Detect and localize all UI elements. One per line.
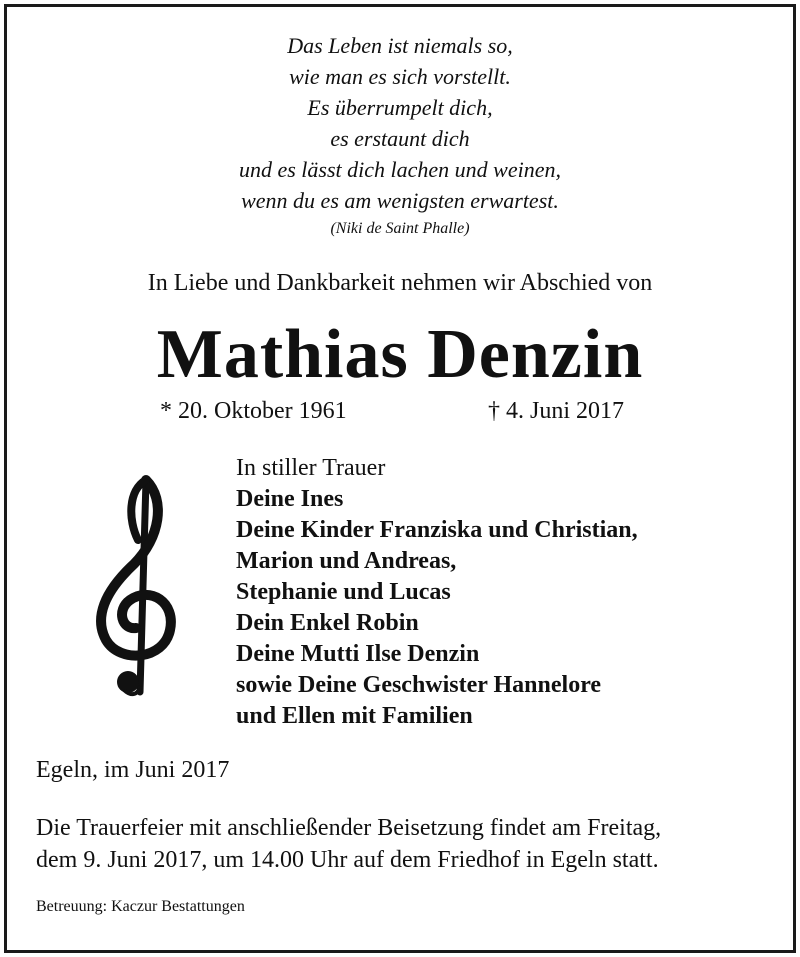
mourner-line: Stephanie und Lucas <box>236 579 451 605</box>
birth-date: * 20. Oktober 1961 <box>160 398 347 424</box>
mourner-line: Dein Enkel Robin <box>236 610 419 636</box>
quote <box>0 30 800 216</box>
deceased-name: Mathias Denzin <box>156 316 644 393</box>
intro-text: In Liebe und Dankbarkeit nehmen wir Abschied von <box>147 270 653 296</box>
service-info <box>36 812 661 876</box>
quote-source: (Niki de Saint Phalle) <box>330 220 470 237</box>
mourners-list <box>236 453 638 732</box>
place-date: Egeln, im Juni 2017 <box>36 757 230 783</box>
quote-line: wie man es sich vorstellt. <box>289 64 511 89</box>
mourners-heading: In stiller Trauer <box>236 455 386 481</box>
treble-clef-icon <box>88 460 188 700</box>
quote-line: wenn du es am wenigsten erwartest. <box>241 188 559 213</box>
quote-line: Das Leben ist niemals so, <box>287 33 513 58</box>
death-date: † 4. Juni 2017 <box>488 398 625 424</box>
funeral-home-credit: Betreuung: Kaczur Bestattungen <box>36 898 245 915</box>
mourner-line: Marion und Andreas, <box>236 548 457 574</box>
quote-line: es erstaunt dich <box>330 126 470 151</box>
quote-line: und es lässt dich lachen und weinen, <box>238 157 561 182</box>
mourner-line: sowie Deine Geschwister Hannelore <box>236 672 602 698</box>
service-line: Die Trauerfeier mit anschließender Beisetzung findet am Freitag, <box>36 815 662 841</box>
service-line: dem 9. Juni 2017, um 14.00 Uhr auf dem Friedhof in Egeln statt. <box>36 847 659 873</box>
mourner-line: Deine Mutti Ilse Denzin <box>236 641 480 667</box>
mourner-line: Deine Kinder Franziska und Christian, <box>236 517 638 543</box>
mourner-line: Deine Ines <box>236 486 344 512</box>
mourner-line: und Ellen mit Familien <box>236 703 473 729</box>
quote-line: Es überrumpelt dich, <box>307 95 493 120</box>
